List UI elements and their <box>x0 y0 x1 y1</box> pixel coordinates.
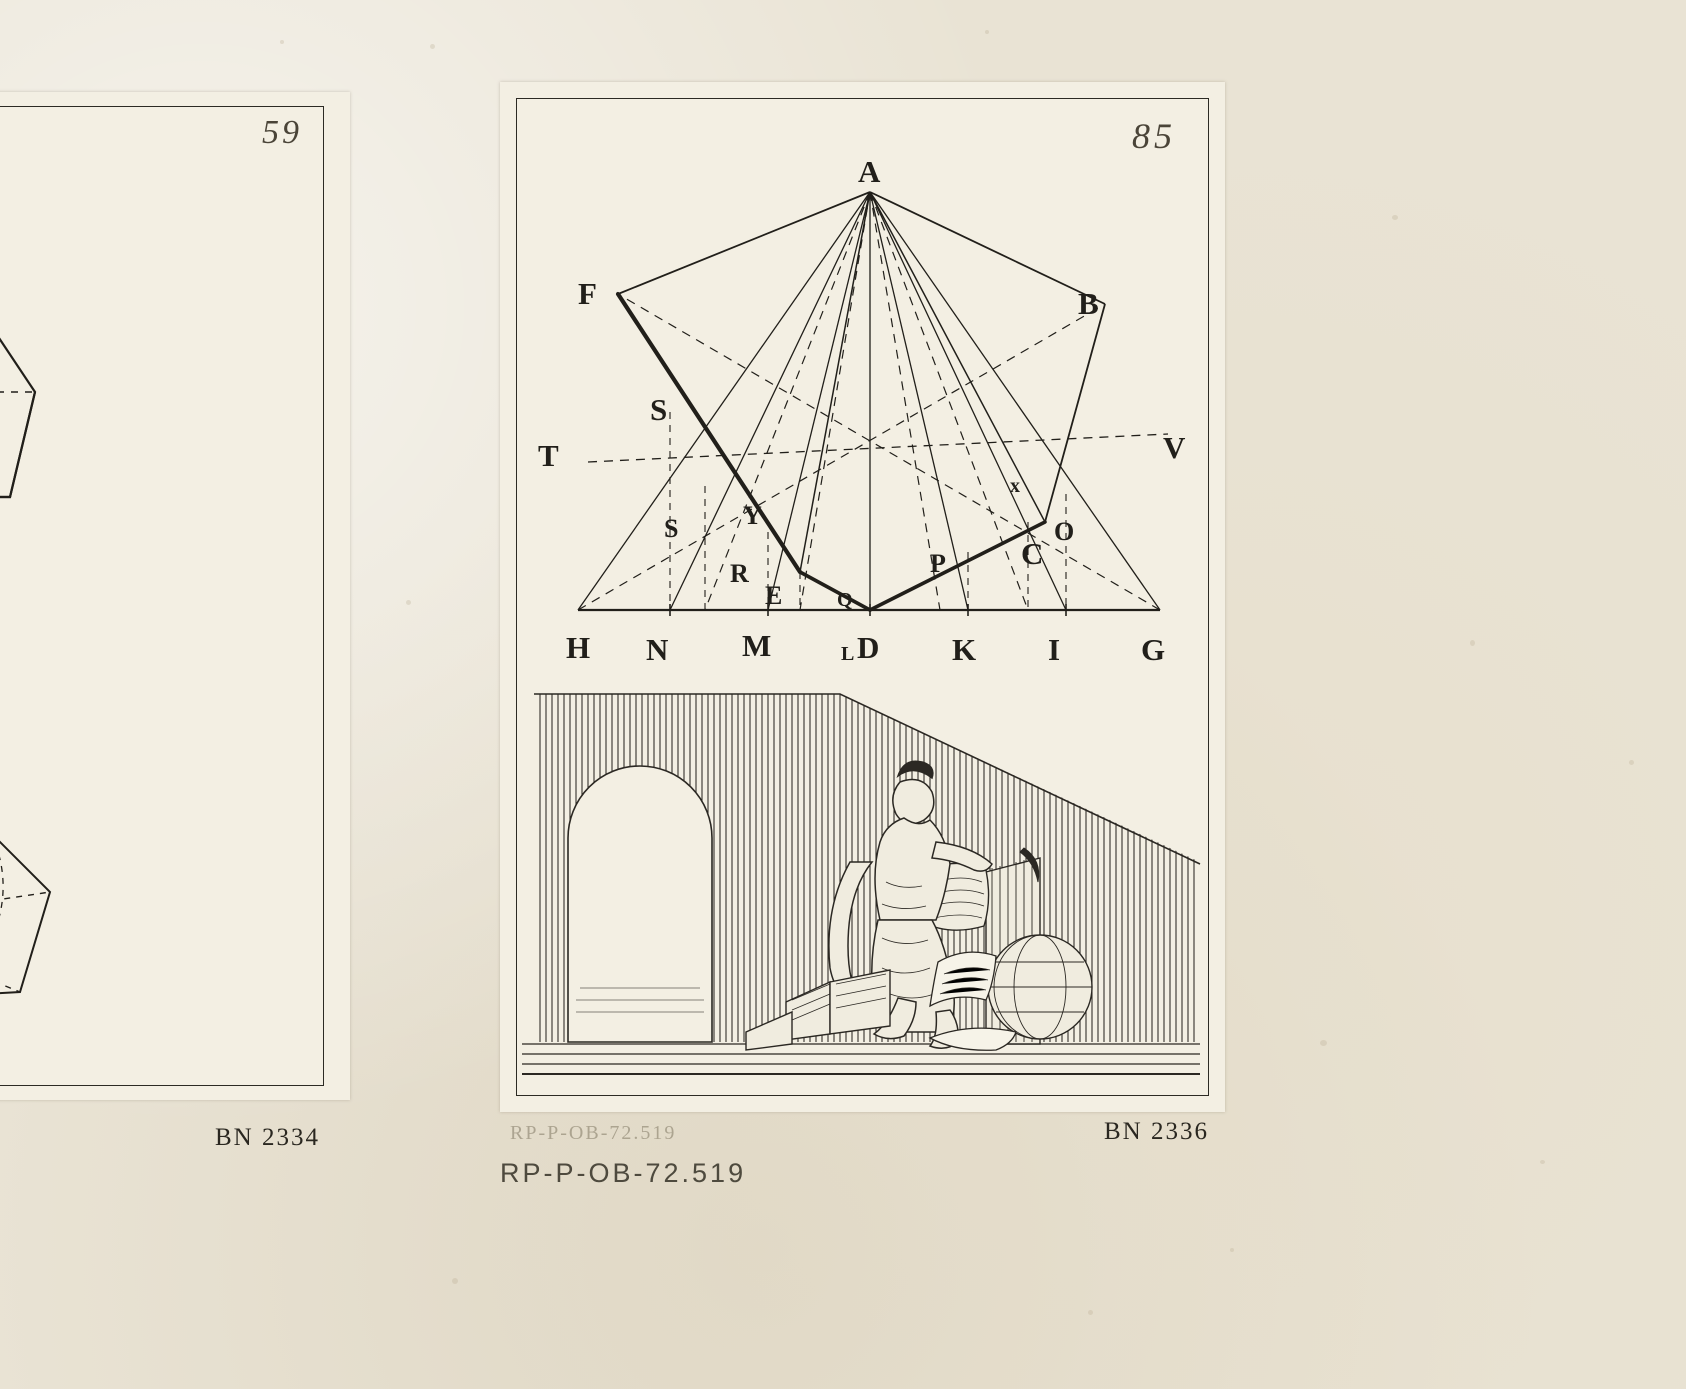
label-S-upper: S <box>650 392 668 427</box>
paper-speck <box>280 40 284 44</box>
paper-speck <box>406 600 411 605</box>
label-F: F <box>578 276 597 311</box>
paper-speck <box>1088 1310 1093 1315</box>
left-plate-border <box>0 106 324 1086</box>
label-K: K <box>952 632 977 667</box>
label-I: I <box>1048 632 1061 667</box>
label-C: C <box>1021 536 1044 571</box>
right-plate-caption: BN 2336 <box>1104 1118 1209 1145</box>
label-N: N <box>646 632 669 667</box>
right-plate-border <box>516 98 1209 1096</box>
label-M: M <box>742 628 772 663</box>
left-plate-number: 59 <box>262 114 302 151</box>
label-V: V <box>1163 430 1186 465</box>
right-plate <box>500 82 1225 1112</box>
left-plate-caption: BN 2334 <box>215 1124 320 1151</box>
label-L-small: L <box>841 643 855 665</box>
paper-speck <box>985 30 989 34</box>
label-x: x <box>1010 475 1020 497</box>
paper-speck <box>1320 1040 1327 1046</box>
label-P: P <box>930 549 946 578</box>
paper-speck <box>1629 760 1634 765</box>
label-T: T <box>538 438 559 473</box>
label-E: E <box>765 581 783 610</box>
label-B: B <box>1078 286 1099 321</box>
right-plate-number: 85 <box>1132 116 1176 156</box>
label-Y: Y <box>743 501 762 530</box>
paper-speck <box>1230 1248 1234 1252</box>
label-A: A <box>858 154 881 189</box>
label-S-lower: S <box>664 514 679 543</box>
label-Q: Q <box>837 589 853 611</box>
label-H: H <box>566 630 591 665</box>
paper-speck <box>430 44 435 49</box>
paper-speck <box>1470 640 1475 646</box>
label-D: D <box>857 630 880 665</box>
label-R: R <box>730 559 749 588</box>
paper-speck <box>1540 1160 1545 1164</box>
right-plate-caption-pencil: RP-P-OB-72.519 <box>500 1158 747 1188</box>
label-O: O <box>1054 517 1075 546</box>
paper-speck <box>1392 215 1398 220</box>
label-G: G <box>1141 632 1166 667</box>
right-plate-caption-faint: RP-P-OB-72.519 <box>510 1122 677 1144</box>
paper-speck <box>452 1278 458 1284</box>
left-plate <box>0 92 350 1100</box>
